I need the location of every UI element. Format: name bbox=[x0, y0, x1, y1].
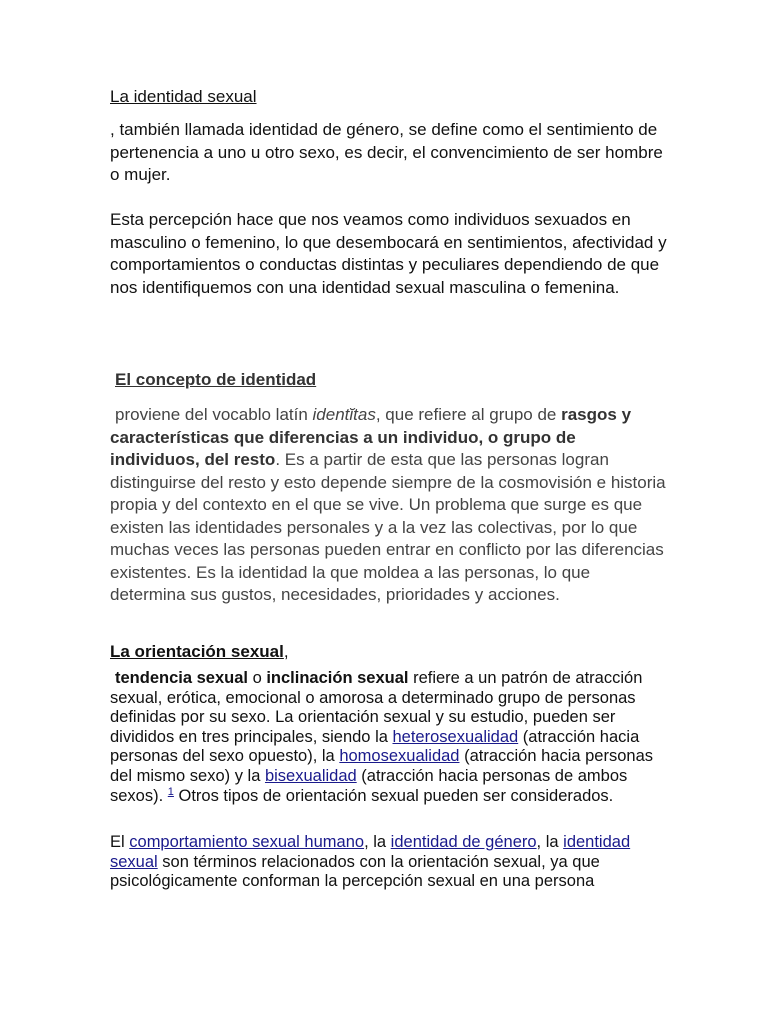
link-identidad-de-genero[interactable]: identidad de género bbox=[390, 833, 537, 851]
orientation-text-5: Otros tipos de orientación sexual pueden ser considerados. bbox=[173, 786, 614, 805]
last-text: son términos relacionados con la orientación sexual, ya que psicológicamente conforman la percepción sexual en una persona bbox=[110, 852, 600, 891]
orientation-heading: La orientación sexual bbox=[110, 642, 284, 661]
orientation-bold-1: tendencia sexual bbox=[115, 669, 248, 687]
orientation-heading-line bbox=[110, 641, 670, 664]
doc-title: La identidad sexual bbox=[110, 87, 257, 106]
link-bisexualidad[interactable]: bisexualidad bbox=[264, 766, 357, 785]
paragraph-concept bbox=[110, 404, 670, 607]
concept-bold: rasgos y características que diferencias a un individuo, o grupo de individuos, del resto bbox=[110, 405, 632, 469]
concept-heading: El concepto de identidad bbox=[115, 370, 317, 389]
latin-term: identĭtas bbox=[312, 405, 376, 424]
orientation-text-3: (atracción hacia personas del mismo sexo) y la bbox=[110, 747, 654, 785]
last-el: El bbox=[110, 833, 130, 851]
paragraph-perception: Esta percepción hace que nos veamos como individuos sexuados en masculino o femenino, lo que desembocará en sentimientos, afectividad y comportamientos o conductas distintas y peculiares dependiendo de que nos identifiquemos con una identidad sexual masculina o femenina. bbox=[110, 210, 667, 297]
link-homosexualidad[interactable]: homosexualidad bbox=[339, 747, 460, 766]
orientation-comma: , bbox=[283, 642, 289, 661]
paragraph-definition: , también llamada identidad de género, se define como el sentimiento de pertenencia a uno u otro sexo, es decir, el convencimiento de ser hombre o mujer. bbox=[110, 120, 663, 184]
last-sep-1: , la bbox=[364, 833, 391, 851]
paragraph-related-terms bbox=[110, 833, 670, 892]
orientation-text-4: (atracción hacia personas de ambos sexos). bbox=[110, 766, 628, 805]
concept-text-1: proviene del vocablo latín bbox=[115, 405, 313, 424]
concept-text-2: , que refiere al grupo de bbox=[375, 405, 562, 424]
link-comportamiento-sexual-humano[interactable]: comportamiento sexual humano bbox=[129, 833, 365, 851]
orientation-o: o bbox=[247, 669, 267, 687]
paragraph-orientation bbox=[110, 669, 670, 806]
last-sep-2: , la bbox=[536, 833, 564, 851]
footnote-ref-link[interactable]: 1 bbox=[167, 785, 174, 798]
link-identidad-sexual[interactable]: identidad sexual bbox=[110, 833, 631, 871]
orientation-text-1: refiere a un patrón de atracción sexual, erótica, emocional o amorosa a determinado grupo de personas definidas por su sexo. La orientación sexual y su estudio, pueden ser divididos en tres principales, siendo la bbox=[110, 669, 643, 746]
concept-text-3: . Es a partir de esta que las personas logran distinguirse del resto y esto depende siempre de la cosmovisión e historia propia y del contexto en el que se vive. Un problema que surge es que existen las identidades personales y a la vez las colectivas, por lo que muchas veces las personas pueden entrar en conflicto por las diferencias existentes. Es la identidad la que moldea a las personas, lo que determina sus gustos, necesidades, prioridades y acciones. bbox=[110, 450, 666, 604]
link-heterosexualidad[interactable]: heterosexualidad bbox=[392, 727, 519, 746]
orientation-text-2: (atracción hacia personas del sexo opuesto), la bbox=[110, 727, 640, 766]
orientation-bold-2: inclinación sexual bbox=[266, 669, 409, 687]
